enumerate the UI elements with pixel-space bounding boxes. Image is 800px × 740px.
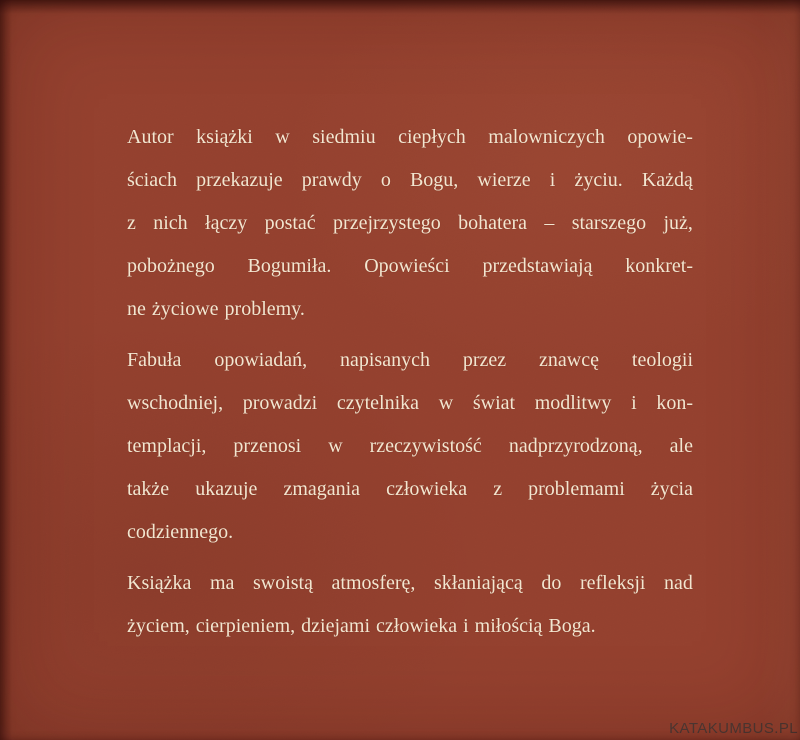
word: ma <box>209 572 235 594</box>
text-line <box>127 468 693 511</box>
word: życiowe <box>151 298 219 320</box>
word: Bogumiła. <box>247 255 332 277</box>
word: czytelnika <box>336 392 420 414</box>
word: w <box>275 126 290 148</box>
word: do <box>541 572 562 594</box>
word: skłaniającą <box>433 572 523 594</box>
text-line <box>127 425 693 468</box>
word: i <box>631 392 637 414</box>
text-line <box>127 116 693 159</box>
word: postać <box>264 212 316 234</box>
word: nadprzyrodzoną, <box>508 435 643 457</box>
word: miłością <box>474 615 543 637</box>
text-line <box>127 382 693 425</box>
word: Bogu, <box>409 169 459 191</box>
word: malowniczych <box>488 126 605 148</box>
word: nich <box>153 212 188 234</box>
text-line <box>127 605 693 648</box>
word: Boga. <box>548 615 596 637</box>
word: ale <box>669 435 693 457</box>
word: prawdy <box>301 169 362 191</box>
word: Fabuła <box>127 349 182 371</box>
word: pobożnego <box>127 255 215 277</box>
word: teologii <box>631 349 693 371</box>
word: ukazuje <box>195 478 258 500</box>
word: przedstawiają <box>482 255 593 277</box>
blurb-text-block <box>127 116 693 656</box>
word: człowieka <box>376 615 458 637</box>
word: łączy <box>205 212 248 234</box>
word: przez <box>462 349 507 371</box>
word: znawcę <box>539 349 599 371</box>
word: refleksji <box>579 572 646 594</box>
word: codziennego. <box>127 521 234 543</box>
word: dziejami <box>301 615 371 637</box>
word: świat <box>472 392 516 414</box>
word: wierze <box>477 169 531 191</box>
word: zmagania <box>283 478 361 500</box>
word: ściach <box>127 169 177 191</box>
word: o <box>380 169 391 191</box>
word: i <box>549 169 556 191</box>
word: życiu. <box>574 169 623 191</box>
word: ciepłych <box>398 126 466 148</box>
paragraph-1 <box>127 116 693 331</box>
word: w <box>438 392 454 414</box>
text-line <box>127 159 693 202</box>
word: i <box>463 615 469 637</box>
word: problemy. <box>224 298 305 320</box>
word: napisanych <box>339 349 430 371</box>
text-line <box>127 339 693 382</box>
word: siedmiu <box>312 126 376 148</box>
katakumbus-watermark: KATAKUMBUS.PL <box>669 720 798 737</box>
text-line <box>127 562 693 605</box>
word: prowadzi <box>242 392 318 414</box>
word: przenosi <box>233 435 302 457</box>
word: rzeczywistość <box>369 435 482 457</box>
word: templacji, <box>127 435 207 457</box>
word: atmosferę, <box>331 572 416 594</box>
word: opowiadań, <box>214 349 308 371</box>
word: nad <box>664 572 693 594</box>
word: Książka <box>127 572 192 594</box>
paragraph-2 <box>127 339 693 554</box>
word: Opowieści <box>364 255 450 277</box>
word: konkret- <box>625 255 693 277</box>
word: swoistą <box>252 572 313 594</box>
word: w <box>328 435 343 457</box>
word: opowie- <box>627 126 693 148</box>
word: życia <box>650 478 693 500</box>
paragraph-3 <box>127 562 693 648</box>
word: Każdą <box>641 169 693 191</box>
word: Autor <box>127 126 174 148</box>
word: z <box>493 478 503 500</box>
word: kon- <box>656 392 693 414</box>
word: wschodniej, <box>127 392 224 414</box>
word: przejrzystego <box>333 212 441 234</box>
word: już, <box>663 212 693 234</box>
word: modlitwy <box>534 392 612 414</box>
word: starszego <box>571 212 647 234</box>
text-line <box>127 288 693 331</box>
word: cierpieniem, <box>195 615 296 637</box>
text-line <box>127 511 693 554</box>
word: człowieka <box>386 478 468 500</box>
word: przekazuje <box>196 169 283 191</box>
text-line <box>127 202 693 245</box>
text-line <box>127 245 693 288</box>
word: problemami <box>528 478 625 500</box>
word: ne <box>127 298 146 320</box>
word: – <box>544 212 555 234</box>
word: książki <box>196 126 253 148</box>
word: także <box>127 478 170 500</box>
word: życiem, <box>127 615 190 637</box>
word: bohatera <box>458 212 527 234</box>
word: z <box>127 212 136 234</box>
